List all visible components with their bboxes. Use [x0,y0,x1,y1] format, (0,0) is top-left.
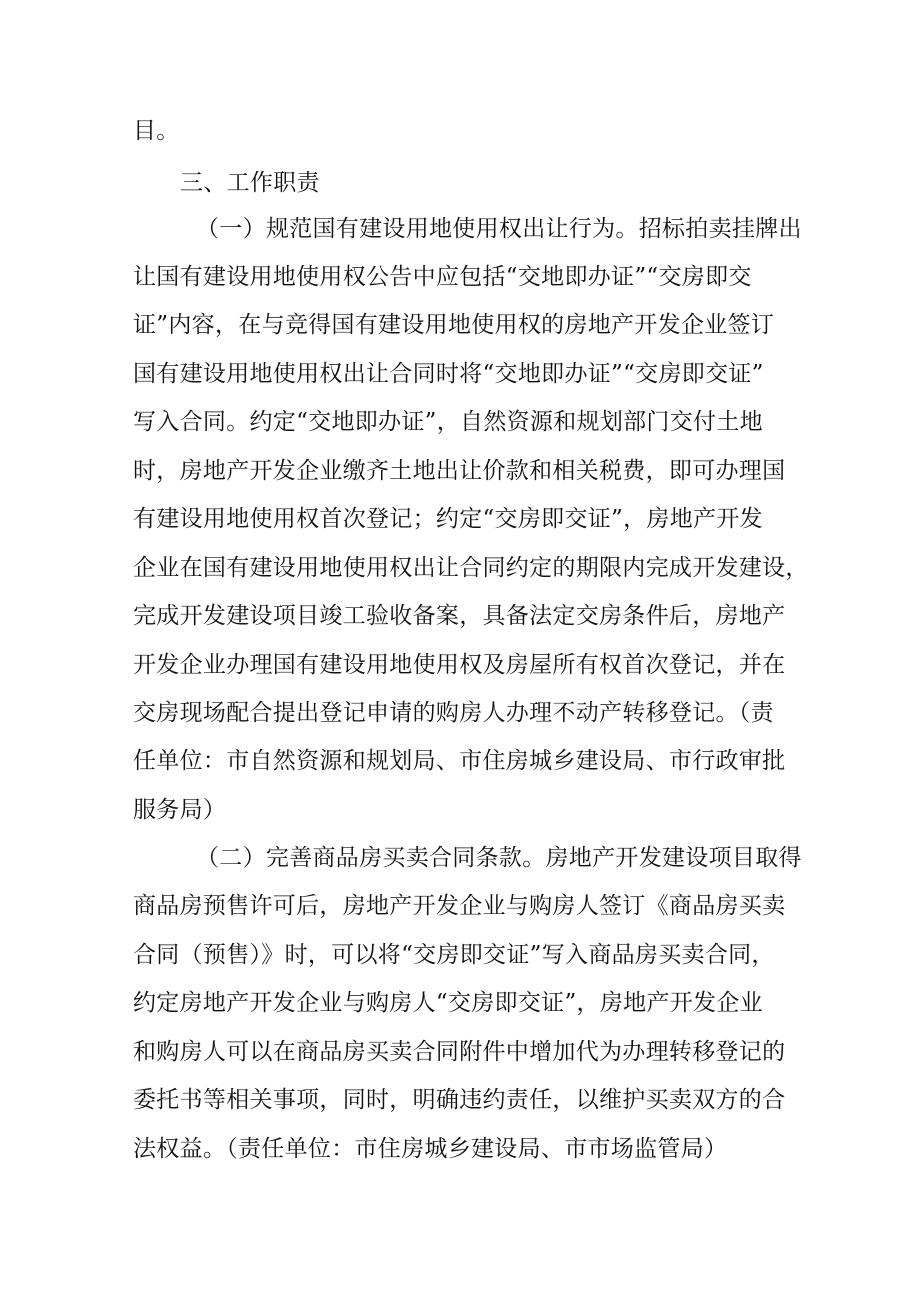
paragraph-1-line-7: 有建设用地使用权首次登记；约定“交房即交证”，房地产开发 [133,506,763,532]
paragraph-2-line-4: 约定房地产开发企业与购房人“交房即交证”，房地产开发企业 [133,990,763,1016]
paragraph-1-line-2: 让国有建设用地使用权公告中应包括“交地即办证”“交房即交 [133,264,752,290]
paragraph-1-line-10: 开发企业办理国有建设用地使用权及房屋所有权首次登记，并在 [133,652,786,678]
paragraph-1-line-12: 任单位：市自然资源和规划局、市住房城乡建设局、市行政审批 [133,748,786,774]
paragraph-1-line-6: 时，房地产开发企业缴齐土地出让价款和相关税费，即可办理国 [133,458,786,484]
text-line-1: 目。 [133,118,180,144]
paragraph-1-line-1: （一）规范国有建设用地使用权出让行为。招标拍卖挂牌出 [196,216,802,242]
paragraph-2-line-7: 法权益。（责任单位：市住房城乡建设局、市市场监管局） [133,1136,728,1162]
paragraph-2-line-6: 委托书等相关事项，同时，明确违约责任，以维护买卖双方的合 [133,1087,786,1113]
section-heading: 三、工作职责 [180,170,320,196]
paragraph-1-line-3: 证”内容，在与竞得国有建设用地使用权的房地产开发企业签订 [133,312,775,338]
paragraph-1-line-5: 写入合同。约定“交地即办证”，自然资源和规划部门交付土地 [133,409,763,435]
paragraph-2-line-1: （二）完善商品房买卖合同条款。房地产开发建设项目取得 [196,845,802,871]
paragraph-2-line-3: 合同（预售）》时，可以将“交房即交证”写入商品房买卖合同， [133,942,775,968]
paragraph-2-line-2: 商品房预售许可后，房地产开发企业与购房人签订《商品房买卖 [133,893,786,919]
paragraph-1-line-13: 服务局） [133,797,227,823]
paragraph-1-line-4: 国有建设用地使用权出让合同时将“交地即办证”“交房即交证” [133,361,764,387]
paragraph-1-line-11: 交房现场配合提出登记申请的购房人办理不动产转移登记。（责 [133,700,774,726]
paragraph-2-line-5: 和购房人可以在商品房买卖合同附件中增加代为办理转移登记的 [133,1039,786,1065]
paragraph-1-line-8: 企业在国有建设用地使用权出让合同约定的期限内完成开发建设， [133,555,809,581]
paragraph-1-line-9: 完成开发建设项目竣工验收备案，具备法定交房条件后，房地产 [133,603,786,629]
